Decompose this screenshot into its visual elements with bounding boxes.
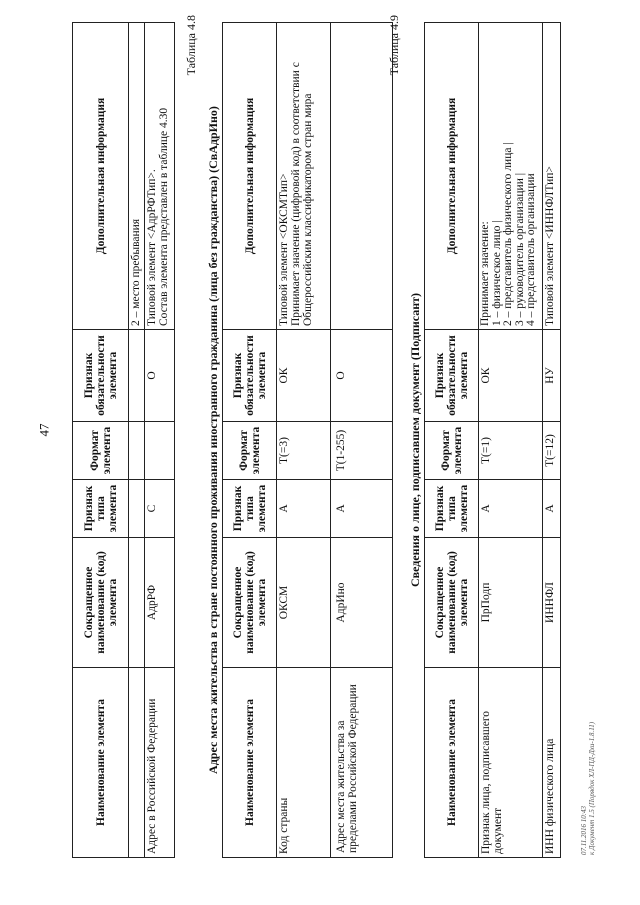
document-stamp [580, 722, 596, 855]
cell-code: ОКСМ [277, 538, 331, 668]
col-header-code: Сокращенное наименование (код) элемента [425, 538, 479, 668]
table-continuation [72, 22, 175, 858]
cell-info: Принимает значение: 1 – физическое лицо | 2 – представитель физического лица | 3 – руководитель организации | 4 – представитель организации [479, 23, 543, 330]
cell-code: АдрИно [331, 538, 393, 668]
col-header-name: Наименование элемента [223, 668, 277, 858]
col-header-required: Признак обязательности элемента [73, 330, 129, 422]
cell-type: А [277, 480, 331, 538]
col-header-format: Формат элемента [73, 422, 129, 480]
col-header-code: Сокращенное наименование (код) элемента [73, 538, 129, 668]
cell-format: Т(=12) [543, 422, 561, 480]
col-header-info: Дополнительная информация [425, 23, 479, 330]
col-header-name: Наименование элемента [425, 668, 479, 858]
table-row [145, 23, 175, 858]
cell-format: Т(1-255) [331, 422, 393, 480]
stamp-line: к Документ 1.5 (Порядок ХЛ-ПД-Дхи-1.8.11) [588, 721, 596, 855]
cell-type: А [331, 480, 393, 538]
table-header-row [223, 23, 277, 858]
cell-format: Т(=1) [479, 422, 543, 480]
cell-info: 2 – место пребывания [129, 23, 145, 330]
cell-name: Адрес в Российской Федерации [145, 668, 175, 858]
col-header-format: Формат элемента [223, 422, 277, 480]
cell-info: Типовой элемент <ИННФЛТип> [543, 23, 561, 330]
table-row [479, 23, 543, 858]
cell-name [129, 668, 145, 858]
col-header-required: Признак обязательности элемента [425, 330, 479, 422]
col-header-code: Сокращенное наименование (код) элемента [223, 538, 277, 668]
col-header-info: Дополнительная информация [223, 23, 277, 330]
cell-format [145, 422, 175, 480]
cell-info: Типовой элемент <АдрРФТип>. Состав элемента представлен в таблице 4.30 [145, 23, 175, 330]
cell-code: ИННФЛ [543, 538, 561, 668]
table-row [331, 23, 393, 858]
cell-type: С [145, 480, 175, 538]
cell-name: Код страны [277, 668, 331, 858]
cell-name: ИНН физического лица [543, 668, 561, 858]
cell-name: Адрес места жительства за пределами Российской Федерации [331, 668, 393, 858]
stamp-line: 07.11.2016 10:43 [580, 805, 588, 855]
cell-name: Признак лица, подписавшего документ [479, 668, 543, 858]
col-header-type: Признак типа элемента [425, 480, 479, 538]
cell-required: ОК [479, 330, 543, 422]
col-header-type: Признак типа элемента [223, 480, 277, 538]
table-4-9 [424, 22, 561, 858]
col-header-info: Дополнительная информация [73, 23, 129, 330]
table-row [277, 23, 331, 858]
cell-info: Типовой элемент <ОКСМТип> Принимает значение (цифровой код) в соответствии с Общероссийским классификатором стран мира [277, 23, 331, 330]
cell-type: А [479, 480, 543, 538]
col-header-type: Признак типа элемента [73, 480, 129, 538]
cell-format: Т(=3) [277, 422, 331, 480]
table-row [543, 23, 561, 858]
cell-info [331, 23, 393, 330]
table-row [129, 23, 145, 858]
table-header-row [425, 23, 479, 858]
table-4-8-title: Адрес места жительства в стране постоянного проживания иностранного гражданина (лица без гражданства) (СвАдрИно) [206, 106, 220, 774]
table-header-row [73, 23, 129, 858]
page-number: 47 [36, 423, 52, 437]
cell-format [129, 422, 145, 480]
cell-code: АдрРФ [145, 538, 175, 668]
cell-required: НУ [543, 330, 561, 422]
cell-required: О [145, 330, 175, 422]
col-header-format: Формат элемента [425, 422, 479, 480]
col-header-required: Признак обязательности элемента [223, 330, 277, 422]
table-4-9-label: Таблица 4.9 [387, 15, 401, 76]
cell-required [129, 330, 145, 422]
cell-code [129, 538, 145, 668]
table-4-8 [222, 22, 393, 858]
col-header-name: Наименование элемента [73, 668, 129, 858]
cell-required: ОК [277, 330, 331, 422]
cell-code: ПрПодп [479, 538, 543, 668]
table-4-9-title: Сведения о лице, подписавшем документ (Подписант) [408, 292, 422, 588]
cell-type: А [543, 480, 561, 538]
cell-required: О [331, 330, 393, 422]
cell-type [129, 480, 145, 538]
table-4-8-label: Таблица 4.8 [184, 15, 198, 76]
